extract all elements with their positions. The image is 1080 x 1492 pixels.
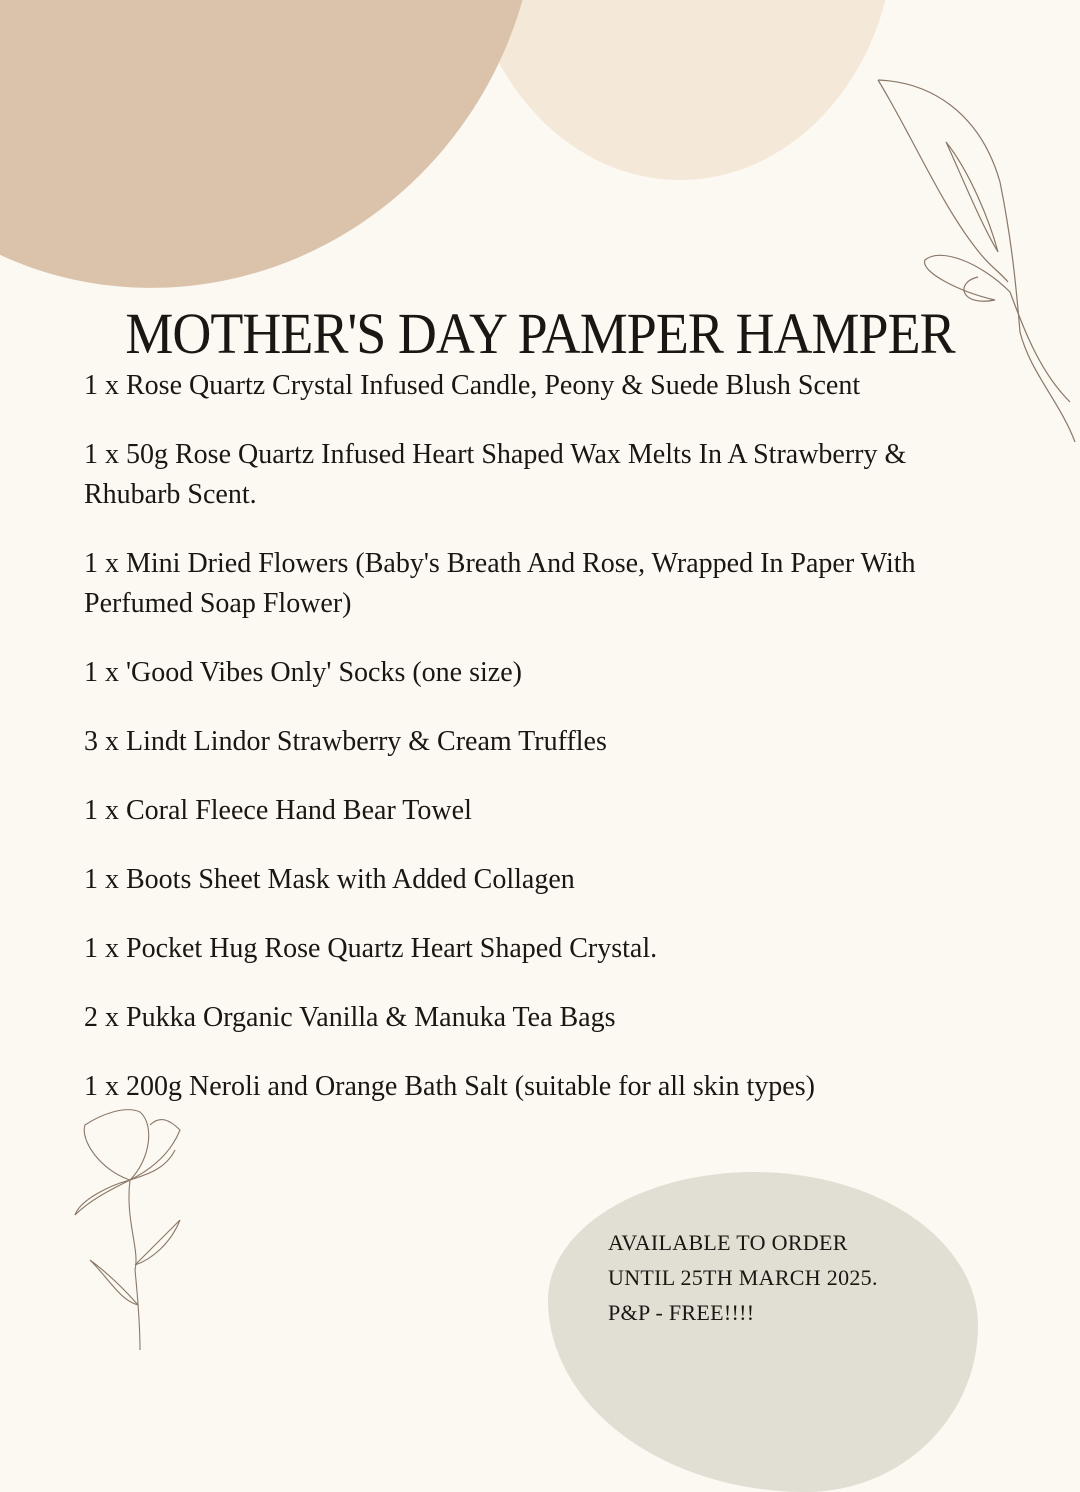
list-item: 3 x Lindt Lindor Strawberry & Cream Truffles (84, 726, 607, 757)
list-item: 2 x Pukka Organic Vanilla & Manuka Tea Bags (84, 1002, 616, 1033)
list-item: 1 x Mini Dried Flowers (Baby's Breath And Rose, Wrapped In Paper With Perfumed Soap Flower) (84, 548, 916, 619)
list-item: 1 x Rose Quartz Crystal Infused Candle, Peony & Suede Blush Scent (84, 370, 861, 401)
list-item: 1 x Boots Sheet Mask with Added Collagen (84, 864, 575, 895)
page-title: MOTHER'S DAY PAMPER HAMPER (125, 301, 955, 366)
hamper-items-list (84, 366, 1004, 1136)
order-availability: AVAILABLE TO ORDER (608, 1230, 848, 1255)
order-info (608, 1225, 878, 1330)
list-item: 1 x Pocket Hug Rose Quartz Heart Shaped Crystal. (84, 933, 658, 964)
list-item: 1 x Coral Fleece Hand Bear Towel (84, 795, 472, 826)
list-item: 1 x 200g Neroli and Orange Bath Salt (suitable for all skin types) (84, 1071, 815, 1102)
sage-blob-shape (548, 1172, 978, 1492)
list-item: 1 x 'Good Vibes Only' Socks (one size) (84, 657, 522, 688)
order-deadline: UNTIL 25TH MARCH 2025. (608, 1265, 878, 1290)
list-item: 1 x 50g Rose Quartz Infused Heart Shaped Wax Melts In A Strawberry & Rhubarb Scent. (84, 439, 907, 510)
cream-blob-shape (465, 0, 895, 180)
shipping-info: P&P - FREE!!!! (608, 1300, 755, 1325)
flower-line-art-icon (70, 1100, 200, 1350)
